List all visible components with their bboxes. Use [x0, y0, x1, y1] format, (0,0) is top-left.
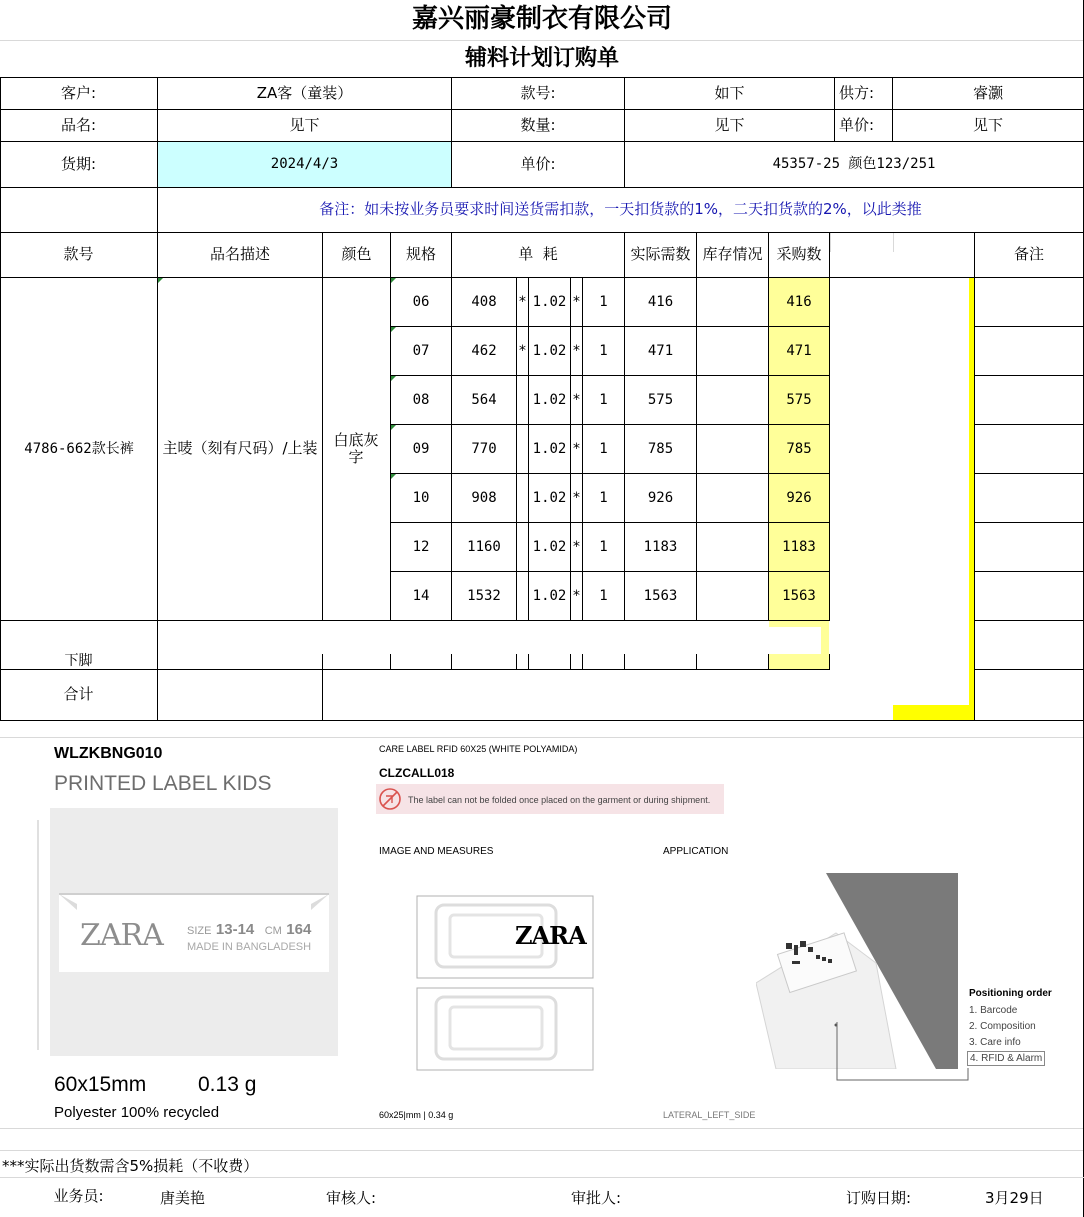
row-purchase-qty: 926 [786, 489, 812, 506]
total-yellow-fill [893, 705, 975, 720]
order-date-label: 订购日期: [846, 1189, 912, 1207]
item-style: 4786-662款长裤 [24, 440, 134, 457]
row-multiply-sign: * [572, 342, 581, 359]
positioning-item-2: 2. Composition [969, 1021, 1036, 1032]
row-multiply-sign: * [518, 342, 527, 359]
document-title: 辅料计划订购单 [464, 45, 619, 72]
left-label-title: PRINTED LABEL KIDS [54, 772, 272, 795]
row-multiply-sign [517, 474, 528, 522]
row-size: 06 [412, 293, 430, 310]
col-actual: 实际需数 [630, 245, 691, 264]
col-purchase: 采购数 [776, 245, 822, 264]
row-actual-qty: 416 [647, 293, 674, 310]
customer-label: 客户: [60, 83, 97, 102]
row-purchase-qty: 785 [786, 440, 812, 457]
company-title: 嘉兴丽豪制衣有限公司 [411, 4, 672, 35]
product-name-value: 见下 [289, 115, 320, 134]
col-color: 颜色 [341, 245, 372, 264]
unit-price-value: 见下 [972, 115, 1003, 134]
row-multiply-sign [517, 425, 528, 473]
row-factor: 1.02 [532, 440, 567, 457]
delivery-label: 货期: [60, 154, 97, 173]
positioning-item-1: 1. Barcode [969, 1005, 1018, 1016]
quantity-value: 见下 [714, 115, 745, 134]
left-label-made-in: MADE IN BANGLADESH [187, 941, 312, 953]
row-factor: 1.02 [532, 587, 567, 604]
row-purchase-qty: 416 [786, 293, 812, 310]
rfid-label-brand: ZARA [515, 921, 586, 950]
right-label-header: CARE LABEL RFID 60X25 (WHITE POLYAMIDA) [379, 744, 578, 754]
row-multiply-sign [517, 572, 528, 620]
row-size: 14 [412, 587, 430, 604]
quantity-label: 数量: [520, 115, 556, 134]
row-actual-qty: 785 [647, 440, 674, 457]
style-label: 款号: [520, 83, 556, 102]
price-value: 45357-25 颜色123/251 [772, 156, 936, 173]
supplier-value: 睿灏 [972, 83, 1003, 102]
row-actual-qty: 575 [647, 391, 674, 408]
cm-word: CM [264, 925, 282, 937]
col-stock: 库存情况 [702, 245, 763, 264]
row-factor: 1.02 [532, 538, 567, 555]
rfid-label-dims: 60x25|mm | 0.34 g [379, 1110, 454, 1120]
row-factor: 1.02 [532, 489, 567, 506]
row-quantity: 462 [471, 342, 497, 359]
review-label: 审核人: [326, 1189, 377, 1207]
col-description: 品名描述 [209, 245, 270, 264]
connector-line [834, 1020, 974, 1084]
row-size: 07 [412, 342, 430, 359]
row-quantity: 564 [471, 391, 497, 408]
positioning-title: Positioning order [969, 988, 1052, 999]
delivery-value: 2024/4/3 [270, 156, 339, 173]
col-style: 款号 [63, 245, 94, 264]
product-name-label: 品名: [60, 115, 97, 134]
row-multiplier: 1 [599, 391, 608, 408]
row-size: 10 [412, 489, 430, 506]
total-label: 合计 [63, 685, 94, 704]
row-factor: 1.02 [532, 342, 567, 359]
order-date-value: 3月29日 [985, 1189, 1044, 1207]
row-multiply-sign: * [518, 293, 527, 310]
rfid-label-drawing [414, 893, 598, 1073]
loss-note: ***实际出货数需含5%损耗（不收费） [2, 1157, 259, 1175]
row-multiplier: 1 [599, 342, 608, 359]
row-quantity: 908 [471, 489, 497, 506]
row-multiply-sign: * [572, 489, 581, 506]
row-multiply-sign: * [572, 538, 581, 555]
row-quantity: 1160 [467, 538, 501, 555]
positioning-item-4: 4. RFID & Alarm [967, 1051, 1045, 1066]
left-label-dims: 60x15mm [54, 1073, 147, 1096]
row-factor: 1.02 [532, 391, 567, 408]
row-multiply-sign [517, 376, 528, 424]
left-label-weight: 0.13 g [198, 1073, 257, 1096]
supplier-label: 供方: [839, 83, 875, 102]
row-multiplier: 1 [599, 440, 608, 457]
col-size: 规格 [405, 245, 436, 264]
row-actual-qty: 1563 [643, 587, 678, 604]
no-fold-icon [378, 787, 402, 811]
col-consumption: 单 耗 [518, 245, 558, 264]
row-purchase-qty: 471 [786, 342, 812, 359]
right-label-code: CLZCALL018 [379, 766, 455, 780]
left-label-code: WLZKBNG010 [54, 745, 163, 762]
size-word: SIZE [187, 925, 212, 937]
left-label-material: Polyester 100% recycled [54, 1104, 220, 1121]
delivery-note: 备注：如未按业务员要求时间送货需扣款，一天扣货款的1%，二天扣货款的2%，以此类推 [319, 200, 922, 219]
row-multiply-sign: * [572, 440, 581, 457]
row-factor: 1.02 [532, 293, 567, 310]
row-actual-qty: 471 [647, 342, 674, 359]
left-label-size [187, 921, 311, 939]
row-quantity: 770 [471, 440, 497, 457]
row-multiplier: 1 [599, 587, 608, 604]
approve-label: 审批人: [571, 1189, 622, 1207]
unit-price-label: 单价: [839, 115, 875, 134]
row-actual-qty: 1183 [643, 538, 678, 555]
row-size: 12 [412, 538, 430, 555]
row-size: 08 [412, 391, 430, 408]
left-label-brand: ZARA [80, 918, 163, 953]
col-remark: 备注 [1013, 245, 1044, 264]
positioning-item-3: 3. Care info [969, 1037, 1021, 1048]
row-multiplier: 1 [599, 293, 608, 310]
row-multiplier: 1 [599, 489, 608, 506]
spare-label: 下脚 [64, 652, 93, 669]
cm-value: 164 [286, 921, 312, 938]
row-actual-qty: 926 [647, 489, 674, 506]
purchase-column-gap [769, 627, 821, 654]
row-purchase-qty: 575 [786, 391, 812, 408]
warning-text: The label can not be folded once placed on the garment or during shipment. [408, 795, 711, 805]
application-title: APPLICATION [663, 846, 729, 857]
sales-label: 业务员: [53, 1187, 104, 1206]
customer-value: ZA客（童装） [256, 83, 353, 102]
row-multiply-sign: * [572, 587, 581, 604]
row-multiplier: 1 [599, 538, 608, 555]
item-color: 白底灰字 [333, 430, 379, 466]
row-purchase-qty: 1563 [782, 587, 816, 604]
row-multiply-sign: * [572, 391, 581, 408]
style-value: 如下 [714, 83, 745, 102]
row-quantity: 1532 [467, 587, 501, 604]
image-measures-title: IMAGE AND MEASURES [379, 846, 494, 857]
sales-value: 唐美艳 [160, 1189, 206, 1207]
row-size: 09 [412, 440, 430, 457]
row-multiply-sign: * [572, 293, 581, 310]
row-multiply-sign [517, 523, 528, 571]
item-description: 主唛（刻有尺码）/上装 [162, 439, 318, 458]
lateral-side-text: LATERAL_LEFT_SIDE [663, 1110, 756, 1120]
row-purchase-qty: 1183 [782, 538, 816, 555]
row-quantity: 408 [471, 293, 497, 310]
price-label: 单价: [520, 154, 556, 173]
size-value: 13-14 [215, 921, 255, 938]
